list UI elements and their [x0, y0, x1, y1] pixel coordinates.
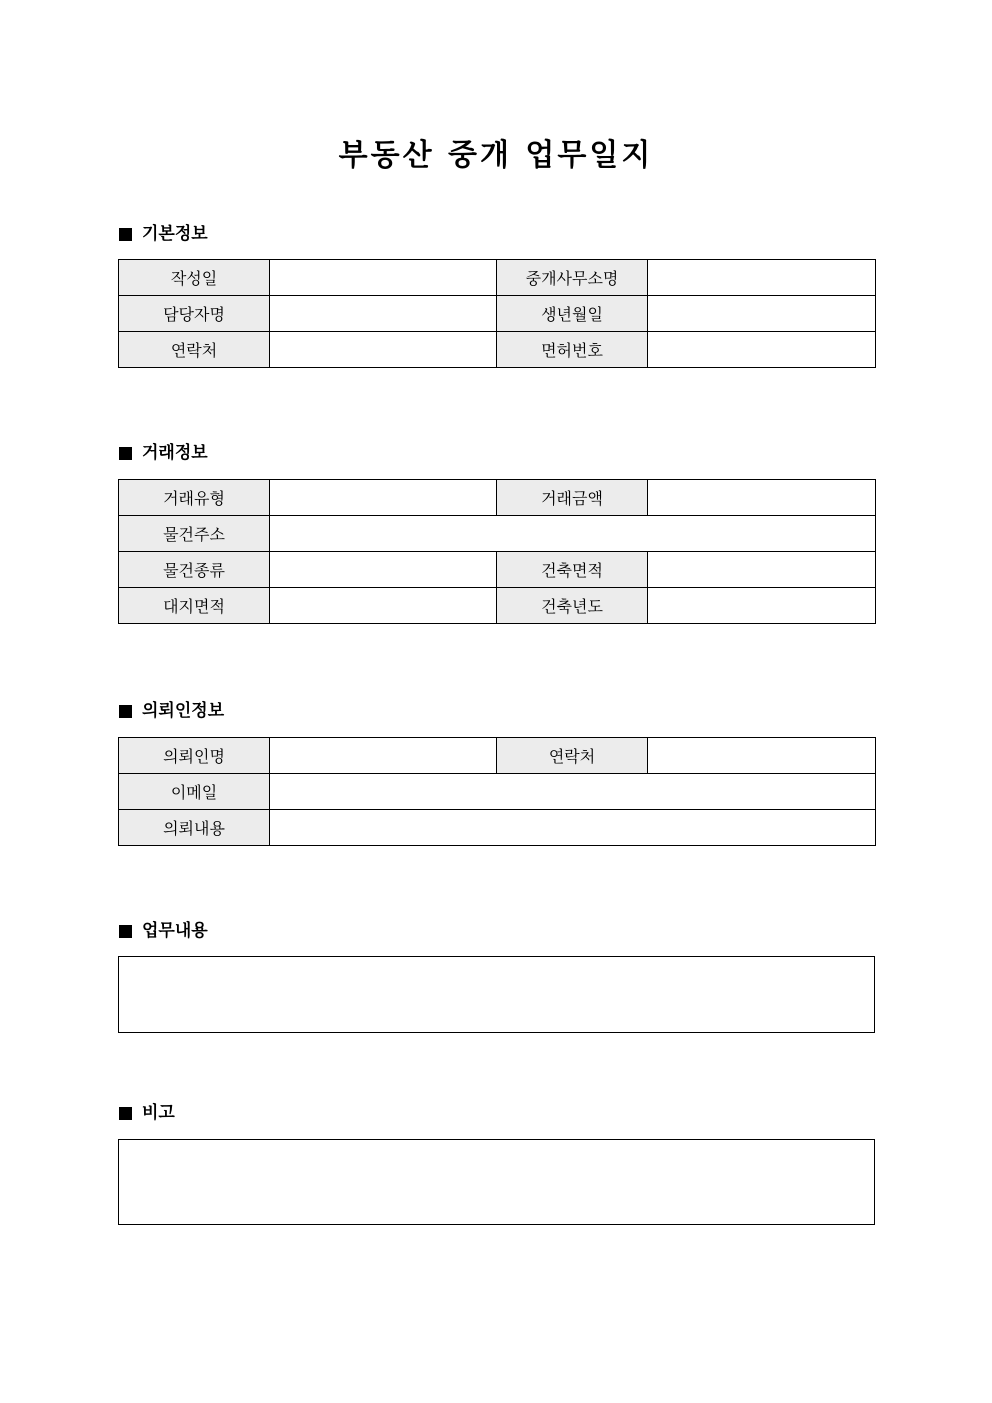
- label-deal-amount: 거래금액: [497, 480, 648, 516]
- client-info-table: [118, 737, 876, 846]
- field-client-name[interactable]: [270, 738, 497, 774]
- table-row: [119, 552, 876, 588]
- field-agent-name[interactable]: [270, 296, 497, 332]
- table-row: [119, 516, 876, 552]
- square-bullet-icon: [119, 705, 132, 718]
- label-date: 작성일: [119, 260, 270, 296]
- table-row: [119, 296, 876, 332]
- table-row: [119, 260, 876, 296]
- label-office-name: 중개사무소명: [497, 260, 648, 296]
- field-deal-amount[interactable]: [648, 480, 876, 516]
- field-date[interactable]: [270, 260, 497, 296]
- label-client-name: 의뢰인명: [119, 738, 270, 774]
- section-heading-basic: [119, 222, 208, 246]
- field-property-address[interactable]: [270, 516, 876, 552]
- field-client-contact[interactable]: [648, 738, 876, 774]
- section-heading-basic-label: 기본정보: [142, 224, 208, 244]
- field-deal-type[interactable]: [270, 480, 497, 516]
- section-heading-work-label: 업무내용: [142, 921, 208, 941]
- deal-info-table: [118, 479, 876, 624]
- square-bullet-icon: [119, 1107, 132, 1120]
- field-office-name[interactable]: [648, 260, 876, 296]
- work-content-box[interactable]: [118, 956, 875, 1033]
- table-row: [119, 480, 876, 516]
- label-client-contact: 연락처: [497, 738, 648, 774]
- section-heading-notes-label: 비고: [142, 1103, 175, 1123]
- field-request-details[interactable]: [270, 810, 876, 846]
- field-property-type[interactable]: [270, 552, 497, 588]
- field-contact[interactable]: [270, 332, 497, 368]
- section-heading-work: [119, 919, 208, 943]
- notes-box[interactable]: [118, 1139, 875, 1225]
- label-contact: 연락처: [119, 332, 270, 368]
- table-row: [119, 810, 876, 846]
- table-row: [119, 332, 876, 368]
- label-land-area: 대지면적: [119, 588, 270, 624]
- field-email[interactable]: [270, 774, 876, 810]
- label-build-year: 건축년도: [497, 588, 648, 624]
- square-bullet-icon: [119, 228, 132, 241]
- section-heading-notes: [119, 1101, 175, 1125]
- field-building-area[interactable]: [648, 552, 876, 588]
- label-deal-type: 거래유형: [119, 480, 270, 516]
- label-agent-name: 담당자명: [119, 296, 270, 332]
- field-birthdate[interactable]: [648, 296, 876, 332]
- label-property-type: 물건종류: [119, 552, 270, 588]
- section-heading-deal-label: 거래정보: [142, 443, 208, 463]
- field-build-year[interactable]: [648, 588, 876, 624]
- section-heading-client-label: 의뢰인정보: [142, 701, 225, 721]
- label-birthdate: 생년월일: [497, 296, 648, 332]
- label-email: 이메일: [119, 774, 270, 810]
- section-heading-deal: [119, 441, 208, 465]
- section-heading-client: [119, 699, 224, 723]
- table-row: [119, 774, 876, 810]
- basic-info-table: [118, 259, 876, 368]
- label-building-area: 건축면적: [497, 552, 648, 588]
- square-bullet-icon: [119, 447, 132, 460]
- page-title: 부동산 중개 업무일지: [338, 138, 654, 173]
- label-license-number: 면허번호: [497, 332, 648, 368]
- label-request-details: 의뢰내용: [119, 810, 270, 846]
- field-license-number[interactable]: [648, 332, 876, 368]
- square-bullet-icon: [119, 925, 132, 938]
- table-row: [119, 588, 876, 624]
- field-land-area[interactable]: [270, 588, 497, 624]
- table-row: [119, 738, 876, 774]
- label-property-address: 물건주소: [119, 516, 270, 552]
